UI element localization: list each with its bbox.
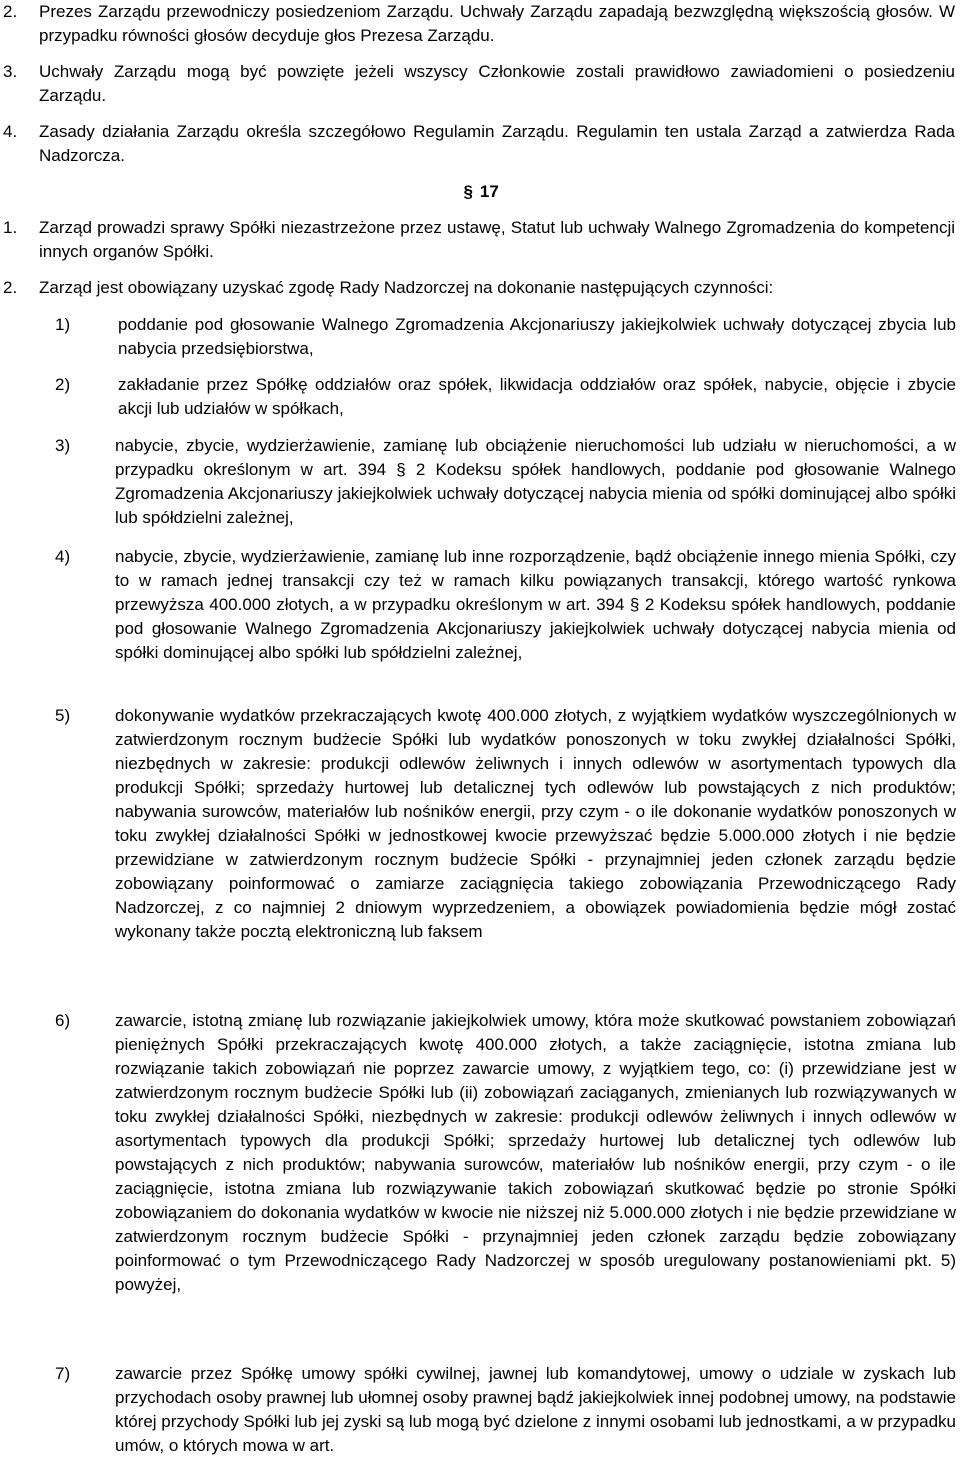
section-heading	[0, 180, 960, 204]
sub-list-item-number: 4)	[55, 547, 71, 566]
sub-list-item-number: 7)	[55, 1364, 71, 1383]
sub-list-item-text: zakładanie przez Spółkę oddziałów oraz spółek, likwidacja oddziałów oraz spółek, nabycie, objęcie i zbycie akcji lub udziałów w spółkach,	[118, 375, 956, 418]
list-item-text: Uchwały Zarządu mogą być powzięte jeżeli wszyscy Członkowie zostali prawidłowo zawiadomieni o posiedzeniu Zarządu.	[39, 62, 955, 105]
sub-list-item-text: zawarcie przez Spółkę umowy spółki cywilnej, jawnej lub komandytowej, umowy o udziale w zyskach lub przychodach osoby prawnej lub ułomnej osoby prawnej bądź jakiejkolwiek innej podobnej umowy, na podstawie której przychody Spółki lub jej zyski są lub mogą być dzielone z innymi osobami lub jednostkami, a w przypadku umów, o których mowa w art.	[115, 1364, 956, 1455]
list-item-number: 2.	[3, 2, 18, 21]
section-symbol: §	[463, 182, 473, 201]
sub-list-item-text: nabycie, zbycie, wydzierżawienie, zamianę lub obciążenie nieruchomości lub udziału w nieruchomości, a w przypadku określonym w art. 394 § 2 Kodeksu spółek handlowych, poddanie pod głosowanie Walnego Zgromadzenia Akcjonariuszy jakiejkolwiek uchwały dotyczącej nabycia mienia od spółki dominującej albo spółki lub spółdzielni zależnej,	[115, 436, 956, 527]
sub-list-item-number: 6)	[55, 1011, 71, 1030]
list-item-number: 4.	[3, 122, 18, 141]
sub-list-item-text: dokonywanie wydatków przekraczających kwotę 400.000 złotych, z wyjątkiem wydatków wyszczególnionych w zatwierdzonym rocznym budżecie Spółki lub wydatków ponoszonych w toku zwykłej działalności Spółki, niezbędnych w zakresie: produkcji odlewów żeliwnych i innych odlewów w asortymentach typowych dla produkcji Spółki; sprzedaży hurtowej lub detalicznej tych odlewów lub powstających z nich produktów; nabywania surowców, materiałów lub nośników energii, przy czym - o ile dokonanie wydatków ponoszonych w toku zwykłej działalności Spółki w jednostkowej kwocie przewyższać będzie 5.000.000 złotych i nie będzie przewidziane w zatwierdzonym rocznym budżecie Spółki - przynajmniej jeden członek zarządu będzie zobowiązany poinformować o zamiarze zaciągnięcia takiego zobowiązania Przewodniczącego Rady Nadzorczej, z co najmniej 2 dniowym wyprzedzeniem, a obowiązek powiadomienia będzie mógł zostać wykonany także pocztą elektroniczną lub faksem	[115, 706, 956, 941]
list-item-number: 3.	[3, 62, 18, 81]
sub-list-item-text: zawarcie, istotną zmianę lub rozwiązanie jakiejkolwiek umowy, która może skutkować powstaniem zobowiązań pieniężnych Spółki przekraczających kwotę 400.000 złotych, a także zaciągnięcie, istotna zmiana lub rozwiązanie takich zobowiązań nie poprzez zawarcie umowy, z wyjątkiem tego, co: (i) przewidziane jest w zatwierdzonym rocznym budżecie Spółki lub (ii) zobowiązań zaciąganych, zmienianych lub rozwiązywanych w toku zwykłej działalności Spółki, niezbędnych w zakresie: produkcji odlewów żeliwnych i innych odlewów w asortymentach typowych dla produkcji Spółki; sprzedaży hurtowej lub detalicznej tych odlewów lub powstających z nich produktów; nabywania surowców, materiałów lub nośników energii, przy czym - o ile zaciągnięcie, istotna zmiana lub rozwiązywanie takich zobowiązań skutkować będzie po stronie Spółki zobowiązaniem do dokonania wydatków w kwocie nie niższej niż 5.000.000 złotych i nie będzie przewidziane w zatwierdzonym rocznym budżecie Spółki - przynajmniej jeden członek zarządu będzie zobowiązany poinformować o tym Przewodniczącego Rady Nadzorczej w sposób uregulowany postanowieniami pkt. 5) powyżej,	[115, 1011, 956, 1294]
sub-list-item-number: 5)	[55, 706, 71, 725]
sub-list-item-number: 1)	[55, 315, 71, 334]
sub-list-item-number: 3)	[55, 436, 71, 455]
list-item-text: Zarząd jest obowiązany uzyskać zgodę Rady Nadzorczej na dokonanie następujących czynności:	[39, 278, 774, 297]
sub-list-item-number: 2)	[55, 375, 71, 394]
list-item-number: 2.	[3, 278, 18, 297]
sub-list-item-text: poddanie pod głosowanie Walnego Zgromadzenia Akcjonariuszy jakiejkolwiek uchwały dotyczącej zbycia lub nabycia przedsiębiorstwa,	[118, 315, 956, 358]
list-item-text: Zasady działania Zarządu określa szczegółowo Regulamin Zarządu. Regulamin ten ustala Zarząd a zatwierdza Rada Nadzorcza.	[39, 122, 955, 165]
list-item-number: 1.	[3, 218, 18, 237]
list-item-text: Zarząd prowadzi sprawy Spółki niezastrzeżone przez ustawę, Statut lub uchwały Walnego Zgromadzenia do kompetencji innych organów Spółki.	[39, 218, 955, 261]
sub-list-item-text: nabycie, zbycie, wydzierżawienie, zamianę lub inne rozporządzenie, bądź obciążenie innego mienia Spółki, czy to w ramach jednej transakcji czy też w ramach kilku powiązanych transakcji, którego wartość rynkowa przewyższa 400.000 złotych, a w przypadku określonym w art. 394 § 2 Kodeksu spółek handlowych, poddanie pod głosowanie Walnego Zgromadzenia Akcjonariuszy jakiejkolwiek uchwały dotyczącej nabycia mienia od spółki dominującej albo spółki lub spółdzielni zależnej,	[115, 547, 956, 662]
section-number: 17	[479, 182, 499, 201]
list-item-text: Prezes Zarządu przewodniczy posiedzeniom Zarządu. Uchwały Zarządu zapadają bezwzględną większością głosów. W przypadku równości głosów decyduje głos Prezesa Zarządu.	[39, 2, 955, 45]
